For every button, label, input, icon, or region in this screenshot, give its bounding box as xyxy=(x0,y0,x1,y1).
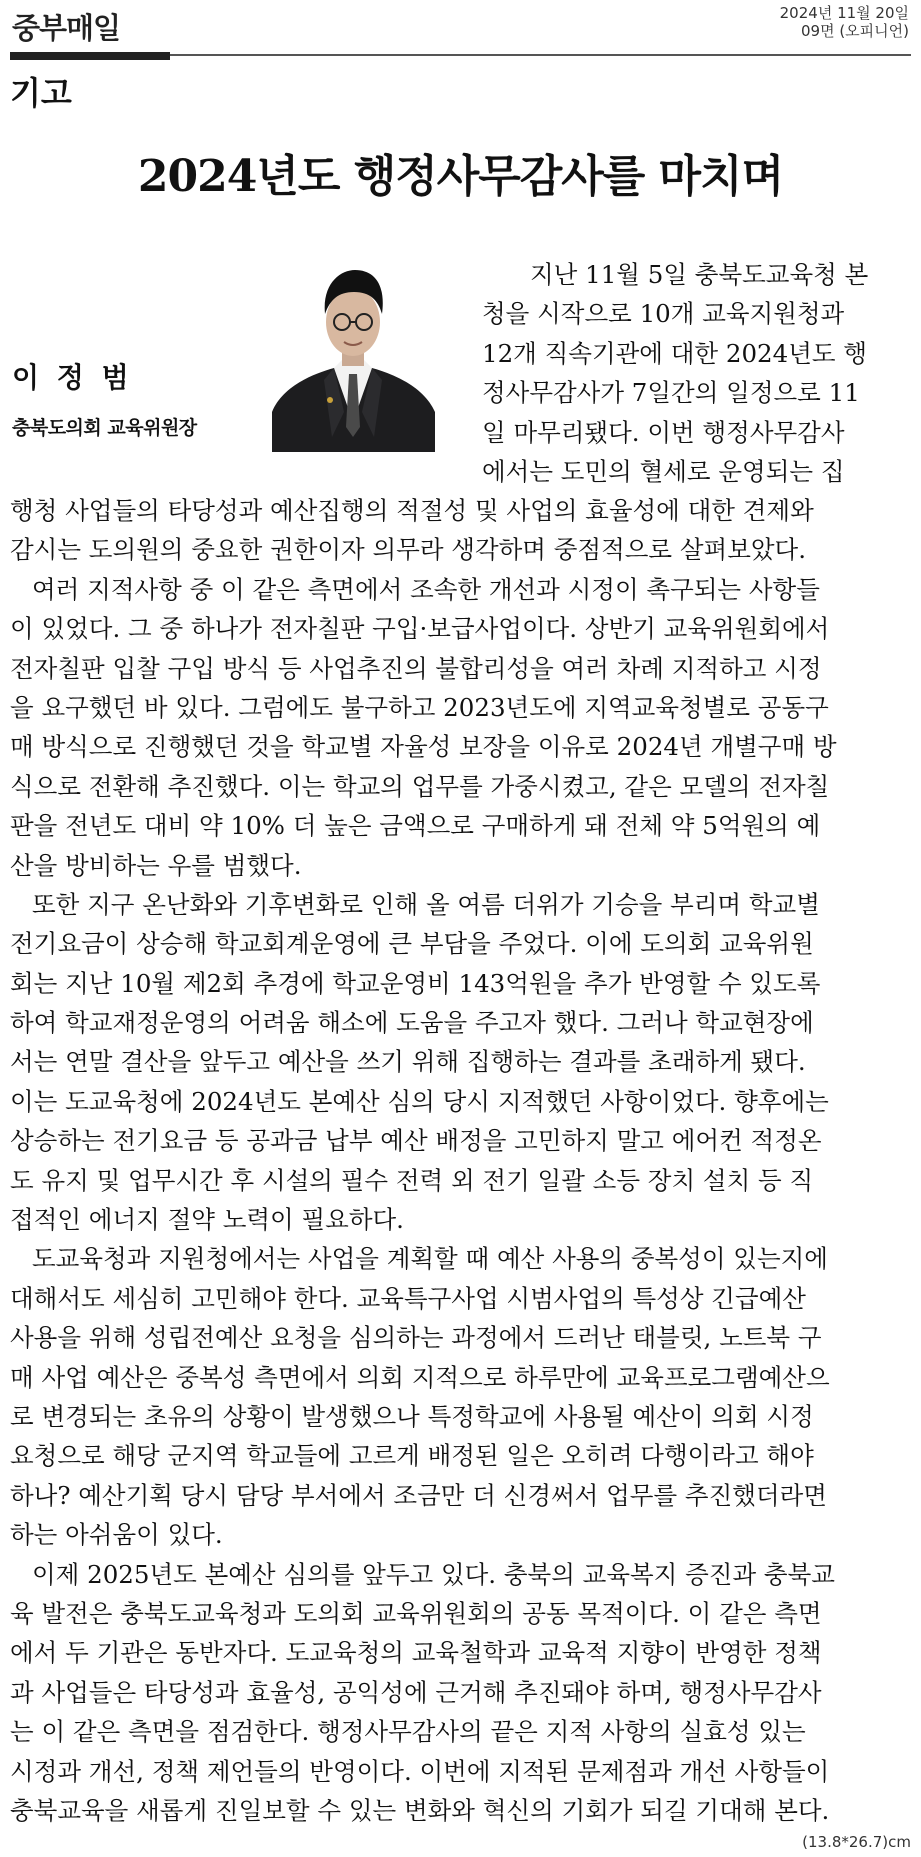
author-name: 이 정 범 xyxy=(12,361,133,394)
article-line: 감시는 도의원의 중요한 권한이자 의무라 생각하며 중점적으로 살펴보았다. xyxy=(10,535,806,565)
article-line: 전기요금이 상승해 학교회계운영에 큰 부담을 주었다. 이에 도의회 교육위원 xyxy=(10,929,814,959)
article-lead-column xyxy=(482,255,910,491)
newspaper-masthead: 중부매일 xyxy=(12,11,121,45)
article-line: 또한 지구 온난화와 기후변화로 인해 올 여름 더위가 기승을 부리며 학교별 xyxy=(32,889,820,919)
article-headline: 2024년도 행정사무감사를 마치며 xyxy=(137,151,784,202)
article-line: 도교육청과 지원청에서는 사업을 계획할 때 예산 사용의 중복성이 있는지에 xyxy=(32,1244,828,1274)
header-rule-thick xyxy=(10,52,170,60)
article-line: 지난 11월 5일 충북도교육청 본 xyxy=(530,260,869,289)
article-line: 에서는 도민의 혈세로 운영되는 집 xyxy=(482,456,845,486)
article-line: 일 마무리됐다. 이번 행정사무감사 xyxy=(482,417,845,447)
article-line: 청을 시작으로 10개 교육지원청과 xyxy=(482,299,845,329)
article-line: 회는 지난 10월 제2회 추경에 학교운영비 143억원을 추가 반영할 수 있도록 xyxy=(10,968,821,998)
article-line: 판을 전년도 대비 약 10% 더 높은 금액으로 구매하게 돼 전체 약 5억원의 예 xyxy=(10,811,821,841)
article-line: 하는 아쉬움이 있다. xyxy=(10,1520,223,1550)
article-line: 접적인 에너지 절약 노력이 필요하다. xyxy=(10,1205,404,1235)
article-line: 식으로 전환해 추진했다. 이는 학교의 업무를 가중시켰고, 같은 모델의 전자칠 xyxy=(10,771,830,801)
article-line: 전자칠판 입찰 구입 방식 등 사업추진의 불합리성을 여러 차례 지적하고 시정 xyxy=(10,653,822,683)
article-line: 이 있었다. 그 중 하나가 전자칠판 구입·보급사업이다. 상반기 교육위원회에서 xyxy=(10,614,830,644)
article-line: 충북교육을 새롭게 진일보할 수 있는 변화와 혁신의 기회가 되길 기대해 본다. xyxy=(10,1795,830,1825)
dateline xyxy=(780,4,909,40)
article-line: 행청 사업들의 타당성과 예산집행의 적절성 및 사업의 효율성에 대한 견제와 xyxy=(10,496,814,525)
article-line: 는 이 같은 측면을 점검한다. 행정사무감사의 끝은 지적 사항의 실효성 있는 xyxy=(10,1717,806,1747)
article-line: 서는 연말 결산을 앞두고 예산을 쓰기 위해 집행하는 결과를 초래하게 됐다. xyxy=(10,1047,806,1077)
page-info: 09면 (오피니언) xyxy=(800,22,909,40)
article-line: 을 요구했던 바 있다. 그럼에도 불구하고 2023년도에 지역교육청별로 공동구 xyxy=(10,692,829,722)
article-line: 이제 2025년도 본예산 심의를 앞두고 있다. 충북의 교육복지 증진과 충북교 xyxy=(32,1559,835,1589)
article-line: 시정과 개선, 정책 제언들의 반영이다. 이번에 지적된 문제점과 개선 사항들이 xyxy=(10,1756,830,1786)
article-line: 에서 두 기관은 동반자다. 도교육청의 교육철학과 교육적 지향이 반영한 정책 xyxy=(10,1638,822,1668)
publication-date: 2024년 11월 20일 xyxy=(779,4,909,22)
article-line: 육 발전은 충북도교육청과 도의회 교육위원회의 공동 목적이다. 이 같은 측면 xyxy=(10,1598,822,1628)
article-line: 산을 방비하는 우를 범했다. xyxy=(10,850,302,880)
article-line: 하여 학교재정운영의 어려움 해소에 도움을 주고자 했다. 그러나 학교현장에 xyxy=(10,1008,814,1038)
article-line: 매 방식으로 진행했던 것을 학교별 자율성 보장을 이유로 2024년 개별구매 방 xyxy=(10,732,837,762)
article-line: 12개 직속기관에 대한 2024년도 행 xyxy=(482,338,868,368)
article-line: 이는 도교육청에 2024년도 본예산 심의 당시 지적했던 사항이었다. 향후에는 xyxy=(10,1086,829,1116)
section-label: 기고 xyxy=(10,74,72,112)
header-rule-thin xyxy=(170,54,911,56)
clipping-size: (13.8*26.7)cm xyxy=(802,1833,911,1851)
article-body xyxy=(10,491,910,1830)
article-line: 사용을 위해 성립전예산 요청을 심의하는 과정에서 드러난 태블릿, 노트북 구 xyxy=(10,1323,822,1353)
article-line: 상승하는 전기요금 등 공과금 납부 예산 배정을 고민하지 말고 에어컨 적정온 xyxy=(10,1126,822,1156)
article-line: 하나? 예산기획 당시 담당 부서에서 조금만 더 신경써서 업무를 추진했더라면 xyxy=(10,1480,827,1510)
author-photo xyxy=(272,262,435,452)
article-line: 로 변경되는 초유의 상황이 발생했으나 특정학교에 사용될 예산이 의회 시정 xyxy=(10,1401,814,1431)
article-line: 여러 지적사항 중 이 같은 측면에서 조속한 개선과 시정이 촉구되는 사항들 xyxy=(32,574,820,604)
article-line: 매 사업 예산은 중복성 측면에서 의회 지적으로 하루만에 교육프로그램예산으 xyxy=(10,1362,830,1392)
author-title: 충북도의회 교육위원장 xyxy=(12,417,197,439)
article-line: 대해서도 세심히 고민해야 한다. 교육특구사업 시범사업의 특성상 긴급예산 xyxy=(10,1283,806,1313)
article-line: 정사무감사가 7일간의 일정으로 11 xyxy=(482,378,860,408)
article-line: 도 유지 및 업무시간 후 시설의 필수 전력 외 전기 일괄 소등 장치 설치 등 직 xyxy=(10,1165,814,1195)
article-line: 요청으로 해당 군지역 학교들에 고르게 배정된 일은 오히려 다행이라고 해야 xyxy=(10,1441,814,1471)
article-line: 과 사업들은 타당성과 효율성, 공익성에 근거해 추진돼야 하며, 행정사무감사 xyxy=(10,1677,822,1707)
